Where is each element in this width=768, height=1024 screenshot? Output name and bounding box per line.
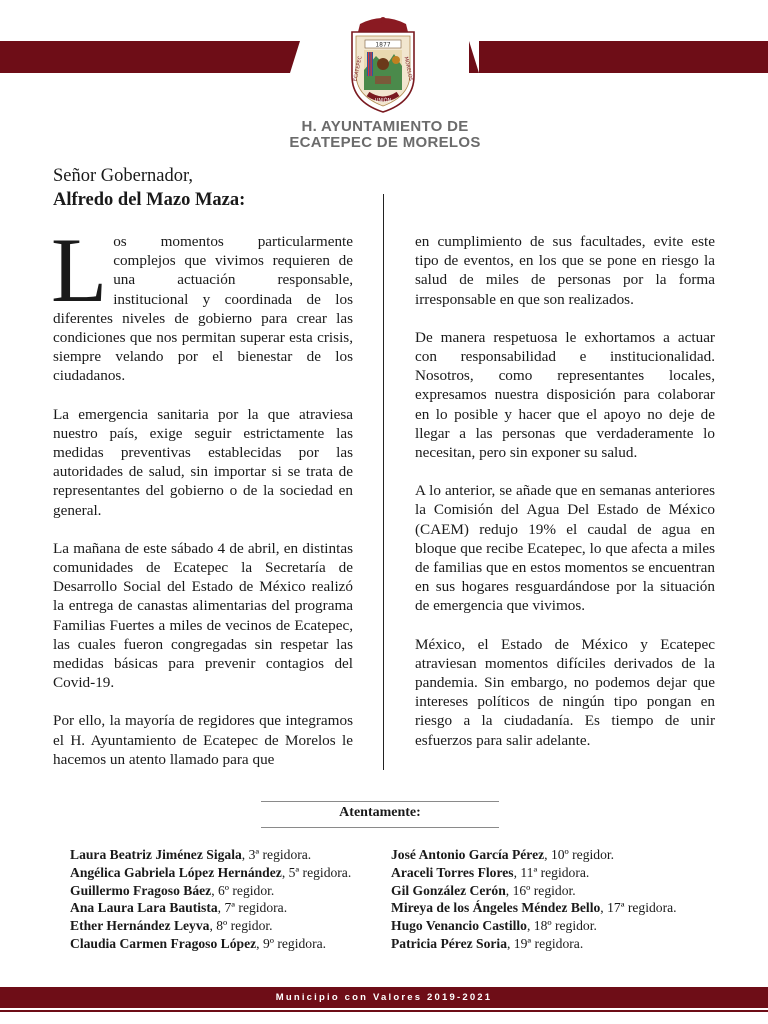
signature-line (391, 846, 677, 864)
org-name-line2: ECATEPEC DE MORELOS (289, 134, 481, 151)
signature-line (391, 935, 677, 953)
salutation-title: Señor Gobernador, (53, 166, 194, 186)
header-band-left (0, 41, 300, 73)
closing-title: Atentamente: (339, 805, 421, 820)
municipal-seal-icon (346, 14, 420, 114)
signature-line (391, 864, 677, 882)
footer-slogan: Municipio con Valores 2019-2021 (275, 992, 493, 1003)
signature-line (70, 899, 351, 917)
signer-name: José Antonio García Pérez (391, 847, 545, 862)
signer-name: Araceli Torres Flores (391, 864, 514, 880)
paragraph-6: De manera respetuosa le exhortamos a actuar con responsabilidad e institucionalidad. Nosotros, como representantes locales, expresamos nuestra disposición para colaborar en lo posible y hacer que el apoyo no deje de llegar a las personas que verdaderamente lo necesitan, pero sin exponer su salud. (415, 328, 715, 462)
svg-text:ECATEPEC: ECATEPEC (352, 55, 364, 82)
signer-name: Mireya de los Ángeles Méndez Bello (391, 900, 601, 916)
signature-line (70, 917, 351, 935)
signer-name: Ana Laura Lara Bautista (70, 900, 218, 916)
paragraph-5: en cumplimiento de sus facultades, evite este tipo de eventos, en los que se pone en riesgo la salud de miles de personas por la forma irresponsable en que son realizados. (415, 233, 715, 308)
signer-name: Patricia Pérez Soria (391, 935, 507, 951)
letter-column-left (51, 219, 353, 788)
paragraph-8: México, el Estado de México y Ecatepec atraviesan momentos difíciles derivados de la pandemia. Sin embargo, no podemos dejar que intereses políticos de ningún tipo pongan en riesgo a la ciudadanía. Es tiempo de unir esfuerzos para salir adelante. (415, 635, 715, 749)
signer-name: Gil González Cerón (391, 882, 506, 898)
letter-column-right (415, 232, 715, 769)
signature-line (391, 882, 677, 900)
svg-text:1877: 1877 (375, 41, 391, 49)
signer-name: Claudia Carmen Fragoso López (70, 935, 257, 951)
signer-role: , 19ª regidora. (507, 935, 584, 951)
signer-name: Laura Beatriz Jiménez Sigala (70, 847, 242, 862)
signer-role: , 11ª regidora. (513, 864, 590, 880)
header-band-right (469, 41, 768, 73)
dropcap-letter: L (51, 219, 108, 321)
signer-name: Hugo Venancio Castillo (391, 918, 527, 934)
signer-name: Ether Hernández Leyva (70, 918, 210, 934)
signer-role: , 6º regidor. (211, 882, 275, 898)
paragraph-7: A lo anterior, se añade que en semanas anteriores la Comisión del Agua Del Estado de México (CAEM) redujo 19% el caudal de agua en bloque que recibe Ecatepec, lo que afecta a miles de familias que en estos momentos se encuentran en sus hogares resguardándose por la situación de emergencia que vivimos. (415, 482, 715, 615)
org-name-line1: H. AYUNTAMIENTO DE (301, 118, 469, 135)
signer-name: Angélica Gabriela López Hernández (70, 864, 282, 880)
signature-line (70, 935, 351, 953)
paragraph-4: Por ello, la mayoría de regidores que integramos el H. Ayuntamiento de Ecatepec de Morelos le hacemos un atento llamado para que (53, 712, 353, 768)
signature-rule-top (261, 801, 499, 802)
signer-role: , 10º regidor. (544, 847, 615, 862)
svg-text:MORELOS: MORELOS (402, 56, 414, 82)
signer-role: , 3ª regidora. (241, 847, 312, 862)
svg-text:UNIÓN: UNIÓN (374, 98, 392, 104)
signer-role: , 9º regidora. (256, 935, 327, 951)
salutation-name: Alfredo del Mazo Maza: (53, 190, 246, 210)
footer-band (0, 987, 768, 1008)
signer-role: , 8º regidor. (209, 918, 273, 934)
column-divider (383, 194, 384, 770)
paragraph-2: La emergencia sanitaria por la que atraviesa nuestro país, exige seguir estrictamente las medidas preventivas establecidas por las autoridades de salud, sin importar si se trata de representantes del gobierno o de la sociedad en general. (53, 405, 353, 519)
signature-line (70, 864, 351, 882)
signer-role: , 16º regidor. (505, 882, 576, 898)
signatures-right (391, 846, 677, 953)
signer-role: , 18º regidor. (526, 918, 597, 934)
signer-name: Guillermo Fragoso Báez (70, 882, 212, 898)
paragraph-1-text: os momentos particularmente complejos que vivimos requieren de una actuación responsable, institucional y coordinada de los diferentes niveles de gobierno para crear las condiciones que nos permitan superar esta crisis, siempre velando por el bienestar de los ciudadanos. (53, 233, 353, 385)
signatures-left (70, 846, 351, 953)
signature-line (391, 917, 677, 935)
signature-line (70, 882, 351, 900)
paragraph-3: La mañana de este sábado 4 de abril, en distintas comunidades de Ecatepec la Secretaría de Desarrollo Social del Estado de México realizó la entrega de canastas alimentarias del programa Familias Fuertes a miles de vecinos de Ecatepec, las cuales fueron congregadas sin respetar las medidas básicas para prevenir contagios del Covid-19. (53, 539, 353, 692)
signer-role: , 5ª regidora. (281, 864, 352, 880)
signer-role: , 17ª regidora. (600, 900, 677, 916)
paragraph-1 (51, 219, 353, 386)
signature-rule-bottom (261, 827, 499, 828)
signature-line (70, 846, 351, 864)
signer-role: , 7ª regidora. (217, 900, 288, 916)
signature-line (391, 899, 677, 917)
